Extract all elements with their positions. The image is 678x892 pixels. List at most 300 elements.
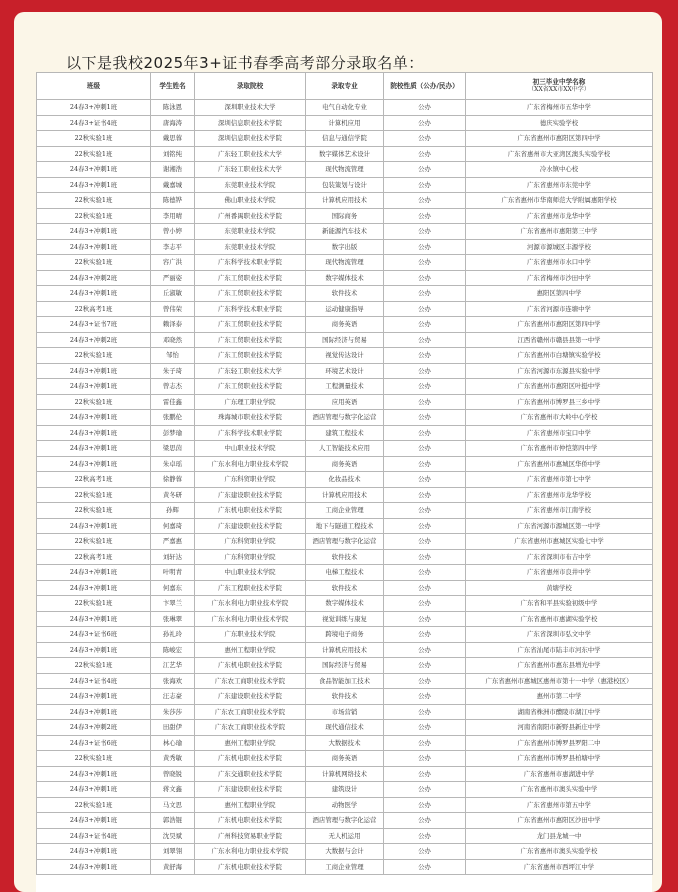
table-row: [37, 363, 653, 379]
cell-junior-school: 广东省惠州市江南学校: [466, 503, 653, 519]
cell-student-name: 容广洪: [151, 255, 195, 271]
cell-major: 数字媒体技术: [306, 270, 384, 286]
cell-nature: 公办: [384, 332, 466, 348]
cell-major: 软件技术: [306, 549, 384, 565]
header-junior-school: [466, 73, 653, 100]
cell-junior-school: 黄塘学校: [466, 580, 653, 596]
cell-student-name: 叶明青: [151, 565, 195, 581]
table-row: [37, 472, 653, 488]
cell-student-name: 马文思: [151, 797, 195, 813]
cell-nature: 公办: [384, 394, 466, 410]
cell-college: 广东轻工职业技术大学: [195, 146, 306, 162]
cell-nature: 公办: [384, 255, 466, 271]
cell-nature: 公办: [384, 518, 466, 534]
cell-class: 24春3+证书6班: [37, 735, 151, 751]
cell-junior-school: 广东省惠州市惠湖实验学校: [466, 611, 653, 627]
cell-junior-school: 广东省惠州市惠阳区第四中学: [466, 131, 653, 147]
cell-junior-school: 广东省惠州市龙华学校: [466, 487, 653, 503]
cell-junior-school: 广东省惠州市惠阳区叶挺中学: [466, 379, 653, 395]
cell-class: 24春3+冲刺1班: [37, 100, 151, 116]
cell-college: 广东机电职业技术学院: [195, 813, 306, 829]
table-row: [37, 394, 653, 410]
cell-nature: 公办: [384, 689, 466, 705]
cell-college: 广东机电职业技术学院: [195, 658, 306, 674]
cell-major: 食品智能加工技术: [306, 673, 384, 689]
cell-student-name: 何嘉东: [151, 580, 195, 596]
cell-college: 广东轻工职业技术大学: [195, 363, 306, 379]
table-row: [37, 844, 653, 860]
cell-major: 酒店管理与数字化运营: [306, 813, 384, 829]
cell-class: 24春3+冲刺1班: [37, 224, 151, 240]
admission-table: [36, 72, 653, 875]
notice-card: [14, 12, 662, 892]
cell-class: 22秋实验1班: [37, 348, 151, 364]
table-row: [37, 828, 653, 844]
table-row: [37, 332, 653, 348]
cell-college: 广东农工商职业技术学院: [195, 720, 306, 736]
cell-nature: 公办: [384, 642, 466, 658]
table-row: [37, 766, 653, 782]
cell-junior-school: 广东省惠州市东莞中学: [466, 177, 653, 193]
cell-major: 数字出版: [306, 239, 384, 255]
cell-nature: 公办: [384, 301, 466, 317]
cell-college: 广东机电职业技术学院: [195, 751, 306, 767]
cell-college: 广东工贸职业技术学院: [195, 317, 306, 333]
cell-nature: 公办: [384, 193, 466, 209]
cell-nature: 公办: [384, 658, 466, 674]
cell-nature: 公办: [384, 425, 466, 441]
table-row: [37, 379, 653, 395]
cell-college: 广东水利电力职业技术学院: [195, 611, 306, 627]
cell-nature: 公办: [384, 844, 466, 860]
cell-major: 人工智能技术应用: [306, 441, 384, 457]
cell-student-name: 陈峻宏: [151, 642, 195, 658]
cell-junior-school: 广东省惠州市龙华中学: [466, 208, 653, 224]
cell-major: 酒店管理与数字化运营: [306, 534, 384, 550]
cell-major: 化妆品技术: [306, 472, 384, 488]
cell-college: 广东工贸职业技术学院: [195, 348, 306, 364]
cell-major: 新能源汽车技术: [306, 224, 384, 240]
cell-major: 商务英语: [306, 456, 384, 472]
cell-student-name: 雷佳鑫: [151, 394, 195, 410]
cell-class: 24春3+冲刺2班: [37, 332, 151, 348]
table-row: [37, 689, 653, 705]
table-row: [37, 580, 653, 596]
cell-junior-school: 惠州市第二中学: [466, 689, 653, 705]
cell-class: 22秋实验1班: [37, 394, 151, 410]
cell-major: 市场营销: [306, 704, 384, 720]
cell-college: 广东机电职业技术学院: [195, 503, 306, 519]
cell-college: 广东工贸职业技术学院: [195, 332, 306, 348]
table-row: [37, 239, 653, 255]
cell-junior-school: 广东省惠州市西坪江中学: [466, 859, 653, 875]
cell-student-name: 戴嘉城: [151, 177, 195, 193]
cell-class: 24春3+冲刺2班: [37, 270, 151, 286]
cell-junior-school: 广东省和平县实验初级中学: [466, 596, 653, 612]
table-row: [37, 611, 653, 627]
cell-major: 无人机运用: [306, 828, 384, 844]
cell-nature: 公办: [384, 100, 466, 116]
cell-class: 24春3+冲刺1班: [37, 859, 151, 875]
cell-junior-school: 广东省梅州市五华中学: [466, 100, 653, 116]
cell-major: 视觉传达设计: [306, 348, 384, 364]
table-row: [37, 441, 653, 457]
cell-college: 广东工贸职业技术学院: [195, 379, 306, 395]
cell-college: 广东建设职业技术学院: [195, 487, 306, 503]
table-row: [37, 146, 653, 162]
cell-class: 24春3+冲刺1班: [37, 844, 151, 860]
cell-college: 惠州工程职业学院: [195, 642, 306, 658]
cell-college: 广东机电职业技术学院: [195, 859, 306, 875]
cell-major: 工商企业管理: [306, 503, 384, 519]
table-row: [37, 673, 653, 689]
cell-major: 工商企业管理: [306, 859, 384, 875]
cell-college: 珠海城市职业技术学院: [195, 410, 306, 426]
cell-student-name: 蒋文鑫: [151, 782, 195, 798]
cell-junior-school: 江西省赣州市赣县县第一中学: [466, 332, 653, 348]
cell-student-name: 曾小婷: [151, 224, 195, 240]
cell-student-name: 唐海涛: [151, 115, 195, 131]
cell-major: 信息与通信学院: [306, 131, 384, 147]
cell-nature: 公办: [384, 286, 466, 302]
cell-junior-school: 广东省惠州市澳头实验中学: [466, 782, 653, 798]
cell-junior-school: 广东省深圳市弘文中学: [466, 627, 653, 643]
table-row: [37, 301, 653, 317]
cell-college: 广东水利电力职业技术学院: [195, 456, 306, 472]
cell-college: 中山职业技术学院: [195, 565, 306, 581]
cell-nature: 公办: [384, 146, 466, 162]
cell-student-name: 林心瑜: [151, 735, 195, 751]
cell-junior-school: 龙门县龙城一中: [466, 828, 653, 844]
cell-college: 广东职业技术学院: [195, 627, 306, 643]
cell-major: 计算机应用技术: [306, 642, 384, 658]
cell-major: 软件技术: [306, 580, 384, 596]
table-row: [37, 115, 653, 131]
cell-student-name: 张鹏伦: [151, 410, 195, 426]
cell-nature: 公办: [384, 162, 466, 178]
cell-class: 22秋实验1班: [37, 146, 151, 162]
cell-class: 22秋实验1班: [37, 255, 151, 271]
cell-college: 广东建设职业技术学院: [195, 782, 306, 798]
table-body: [37, 100, 653, 875]
cell-student-name: 朱莎莎: [151, 704, 195, 720]
cell-college: 中山职业技术学院: [195, 441, 306, 457]
cell-class: 24春3+冲刺1班: [37, 410, 151, 426]
cell-college: 广东工贸职业技术学院: [195, 286, 306, 302]
cell-student-name: 曾晓锐: [151, 766, 195, 782]
cell-class: 24春3+冲刺1班: [37, 177, 151, 193]
table-row: [37, 456, 653, 472]
table-row: [37, 751, 653, 767]
cell-major: 现代物流管理: [306, 162, 384, 178]
cell-nature: 公办: [384, 208, 466, 224]
cell-major: 商务英语: [306, 751, 384, 767]
cell-junior-school: 广东省惠州市宝口中学: [466, 425, 653, 441]
cell-class: 22秋实验1班: [37, 658, 151, 674]
cell-major: 电气自动化专业: [306, 100, 384, 116]
table-row: [37, 534, 653, 550]
cell-college: 广东工贸职业技术学院: [195, 270, 306, 286]
cell-student-name: 刘翠翎: [151, 844, 195, 860]
cell-student-name: 刘铭纯: [151, 146, 195, 162]
cell-college: 广东农工商职业技术学院: [195, 673, 306, 689]
table-row: [37, 131, 653, 147]
cell-college: 广东水利电力职业技术学院: [195, 844, 306, 860]
table-row: [37, 797, 653, 813]
cell-class: 24春3+冲刺1班: [37, 580, 151, 596]
cell-student-name: 张琳翠: [151, 611, 195, 627]
cell-college: 广东农工商职业技术学院: [195, 704, 306, 720]
cell-junior-school: 冷水镇中心校: [466, 162, 653, 178]
table-row: [37, 487, 653, 503]
cell-college: 广东理工职业学院: [195, 394, 306, 410]
cell-student-name: 田甜伊: [151, 720, 195, 736]
cell-major: 软件技术: [306, 286, 384, 302]
cell-nature: 公办: [384, 627, 466, 643]
cell-class: 22秋实验1班: [37, 797, 151, 813]
cell-nature: 公办: [384, 503, 466, 519]
cell-major: 现代物流管理: [306, 255, 384, 271]
table-row: [37, 642, 653, 658]
cell-nature: 公办: [384, 766, 466, 782]
cell-student-name: 卞翠兰: [151, 596, 195, 612]
header-student-name: 学生姓名: [151, 73, 195, 100]
cell-junior-school: 广东省惠州市惠阳区沙田中学: [466, 813, 653, 829]
cell-class: 24春3+证书7班: [37, 317, 151, 333]
cell-nature: 公办: [384, 224, 466, 240]
cell-major: 大数据与会计: [306, 844, 384, 860]
cell-college: 广东科学技术职业学院: [195, 301, 306, 317]
cell-major: 跨境电子商务: [306, 627, 384, 643]
cell-major: 应用英语: [306, 394, 384, 410]
cell-nature: 公办: [384, 735, 466, 751]
cell-junior-school: 河源市源城区丰源学校: [466, 239, 653, 255]
cell-college: 东莞职业技术学院: [195, 239, 306, 255]
table-row: [37, 255, 653, 271]
cell-nature: 公办: [384, 828, 466, 844]
admission-sheet: [36, 72, 652, 892]
cell-nature: 公办: [384, 704, 466, 720]
cell-major: 电梯工程技术: [306, 565, 384, 581]
cell-nature: 公办: [384, 456, 466, 472]
table-row: [37, 193, 653, 209]
cell-student-name: 沈昊斌: [151, 828, 195, 844]
cell-nature: 公办: [384, 813, 466, 829]
cell-class: 24春3+证书4班: [37, 115, 151, 131]
cell-nature: 公办: [384, 441, 466, 457]
cell-college: 广州科技贸易职业学院: [195, 828, 306, 844]
cell-student-name: 郭浩锟: [151, 813, 195, 829]
table-row: [37, 565, 653, 581]
cell-junior-school: 广东省惠州市澳头实验学校: [466, 844, 653, 860]
cell-nature: 公办: [384, 487, 466, 503]
cell-junior-school: 广东省深圳市布吉中学: [466, 549, 653, 565]
cell-college: 深圳信息职业技术学院: [195, 131, 306, 147]
cell-major: 数字媒体艺术设计: [306, 146, 384, 162]
cell-class: 24春3+证书6班: [37, 627, 151, 643]
cell-college: 深圳信息职业技术学院: [195, 115, 306, 131]
cell-major: 计算机应用技术: [306, 193, 384, 209]
cell-class: 24春3+冲刺1班: [37, 441, 151, 457]
cell-nature: 公办: [384, 472, 466, 488]
cell-junior-school: 河南省南阳市新野县新庄中学: [466, 720, 653, 736]
cell-student-name: 汪志豪: [151, 689, 195, 705]
table-row: [37, 658, 653, 674]
cell-college: 佛山职业技术学院: [195, 193, 306, 209]
cell-college: 广东轻工职业技术大学: [195, 162, 306, 178]
cell-student-name: 邹怡: [151, 348, 195, 364]
cell-class: 22秋高考1班: [37, 301, 151, 317]
cell-student-name: 朱卓瑶: [151, 456, 195, 472]
cell-junior-school: 广东省惠州市惠东县增光中学: [466, 658, 653, 674]
cell-nature: 公办: [384, 580, 466, 596]
cell-nature: 公办: [384, 348, 466, 364]
table-row: [37, 286, 653, 302]
cell-student-name: 何嘉琦: [151, 518, 195, 534]
cell-major: 国际商务: [306, 208, 384, 224]
table-row: [37, 270, 653, 286]
header-major: 录取专业: [306, 73, 384, 100]
cell-class: 24春3+冲刺1班: [37, 518, 151, 534]
table-row: [37, 596, 653, 612]
cell-class: 24春3+冲刺1班: [37, 425, 151, 441]
cell-student-name: 江艺华: [151, 658, 195, 674]
cell-nature: 公办: [384, 549, 466, 565]
table-row: [37, 162, 653, 178]
cell-college: 广东建设职业技术学院: [195, 518, 306, 534]
cell-junior-school: 广东省惠州市惠阳第三中学: [466, 224, 653, 240]
cell-nature: 公办: [384, 363, 466, 379]
table-row: [37, 735, 653, 751]
cell-class: 24春3+证书4班: [37, 828, 151, 844]
cell-student-name: 孙礼玲: [151, 627, 195, 643]
cell-major: 环境艺术设计: [306, 363, 384, 379]
cell-college: 东莞职业技术学院: [195, 177, 306, 193]
cell-student-name: 邓晓然: [151, 332, 195, 348]
table-header-row: [37, 73, 653, 100]
cell-class: 24春3+冲刺1班: [37, 456, 151, 472]
cell-major: 软件技术: [306, 689, 384, 705]
table-row: [37, 177, 653, 193]
header-class: 班级: [37, 73, 151, 100]
cell-student-name: 黄冬研: [151, 487, 195, 503]
cell-nature: 公办: [384, 534, 466, 550]
cell-junior-school: 广东省惠州市惠城区惠州市第十一中学（惠港校区）: [466, 673, 653, 689]
cell-junior-school: 广东省惠州市大亚湾区澳头实验学校: [466, 146, 653, 162]
table-row: [37, 410, 653, 426]
cell-student-name: 彭梦瑜: [151, 425, 195, 441]
cell-major: 现代通信技术: [306, 720, 384, 736]
cell-nature: 公办: [384, 751, 466, 767]
cell-student-name: 丘淑敏: [151, 286, 195, 302]
cell-college: 广州番禺职业技术学院: [195, 208, 306, 224]
cell-student-name: 刘轩达: [151, 549, 195, 565]
cell-major: 计算机网络技术: [306, 766, 384, 782]
cell-junior-school: 广东省惠州市水口中学: [466, 255, 653, 271]
cell-major: 国际经济与贸易: [306, 658, 384, 674]
table-row: [37, 704, 653, 720]
cell-junior-school: 广东省汕尾市陆丰市河东中学: [466, 642, 653, 658]
cell-class: 22秋实验1班: [37, 208, 151, 224]
cell-major: 酒店管理与数字化运营: [306, 410, 384, 426]
cell-student-name: 严丽姿: [151, 270, 195, 286]
cell-class: 22秋实验1班: [37, 503, 151, 519]
cell-junior-school: 广东省惠州市惠阳区第四中学: [466, 317, 653, 333]
cell-student-name: 戴思蓉: [151, 131, 195, 147]
cell-class: 24春3+冲刺1班: [37, 704, 151, 720]
cell-junior-school: 广东省惠州市博罗县罗阳二中: [466, 735, 653, 751]
cell-junior-school: 广东省惠州市白塘镇实验学校: [466, 348, 653, 364]
cell-junior-school: 广东省惠州市第七中学: [466, 472, 653, 488]
cell-junior-school: 广东省惠州市惠湖进中学: [466, 766, 653, 782]
table-row: [37, 813, 653, 829]
table-row: [37, 627, 653, 643]
cell-nature: 公办: [384, 565, 466, 581]
cell-class: 22秋实验1班: [37, 131, 151, 147]
cell-college: 广东科学技术职业学院: [195, 425, 306, 441]
cell-college: 东莞职业技术学院: [195, 224, 306, 240]
cell-student-name: 曾志杰: [151, 379, 195, 395]
cell-major: 计算机应用技术: [306, 487, 384, 503]
cell-junior-school: 广东省惠州市博罗县三乡中学: [466, 394, 653, 410]
cell-student-name: 张海欢: [151, 673, 195, 689]
cell-junior-school: 广东省河源市源城区第一中学: [466, 518, 653, 534]
cell-junior-school: 广东省惠州市大岭中心学校: [466, 410, 653, 426]
cell-student-name: 孙辉: [151, 503, 195, 519]
table-row: [37, 503, 653, 519]
cell-student-name: 朱子琦: [151, 363, 195, 379]
cell-class: 24春3+冲刺1班: [37, 379, 151, 395]
cell-major: 建筑设计: [306, 782, 384, 798]
cell-major: 工程测量技术: [306, 379, 384, 395]
cell-junior-school: 广东省惠州市良井中学: [466, 565, 653, 581]
cell-nature: 公办: [384, 611, 466, 627]
cell-nature: 公办: [384, 410, 466, 426]
cell-class: 24春3+冲刺1班: [37, 611, 151, 627]
cell-student-name: 陈德铧: [151, 193, 195, 209]
header-college: 录取院校: [195, 73, 306, 100]
cell-major: 包装策划与设计: [306, 177, 384, 193]
table-row: [37, 208, 653, 224]
cell-nature: 公办: [384, 720, 466, 736]
cell-class: 24春3+冲刺2班: [37, 720, 151, 736]
cell-junior-school: 广东省惠州市第五中学: [466, 797, 653, 813]
cell-junior-school: 广东省梅州市沙田中学: [466, 270, 653, 286]
cell-class: 24春3+冲刺1班: [37, 689, 151, 705]
cell-junior-school: 广东省惠州市博罗县柏塘中学: [466, 751, 653, 767]
cell-class: 24春3+冲刺1班: [37, 642, 151, 658]
cell-student-name: 谢湘浩: [151, 162, 195, 178]
cell-major: 视觉训练与康复: [306, 611, 384, 627]
cell-college: 广东建设职业技术学院: [195, 689, 306, 705]
cell-nature: 公办: [384, 673, 466, 689]
cell-nature: 公办: [384, 270, 466, 286]
cell-student-name: 黄秀敏: [151, 751, 195, 767]
table-row: [37, 224, 653, 240]
cell-nature: 公办: [384, 239, 466, 255]
cell-class: 22秋高考1班: [37, 472, 151, 488]
cell-junior-school: 德庆实验学校: [466, 115, 653, 131]
cell-student-name: 曾伟荣: [151, 301, 195, 317]
header-nature: 院校性质（公办/民办）: [384, 73, 466, 100]
cell-nature: 公办: [384, 177, 466, 193]
cell-junior-school: 广东省河源市东源县实验中学: [466, 363, 653, 379]
cell-major: 数字媒体技术: [306, 596, 384, 612]
cell-class: 22秋实验1班: [37, 193, 151, 209]
cell-major: 国际经济与贸易: [306, 332, 384, 348]
cell-junior-school: 惠阳区第四中学: [466, 286, 653, 302]
cell-college: 惠州工程职业学院: [195, 735, 306, 751]
